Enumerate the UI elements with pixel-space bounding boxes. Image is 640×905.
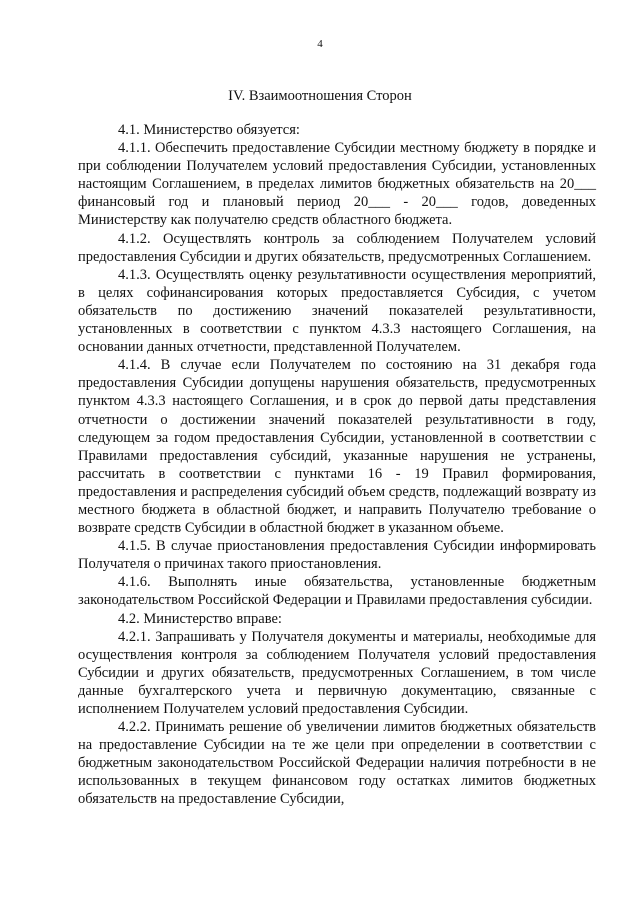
paragraph-4-2: 4.2. Министерство вправе: — [118, 610, 282, 627]
paragraph-4-2-2: 4.2.2. Принимать решение об увеличении лимитов бюджетных обязательств на предоставление Субсидии на те же цели при определении в соответствии с бюджетным законодательством Российской Федерации наличия потребности в не использованных в текущем финансовом году остатках лимитов бюджетных обязательств на предоставление Субсидии, — [78, 719, 596, 808]
paragraph-4-1-6: 4.1.6. Выполнять иные обязательства, установленные бюджетным законодательством Российской Федерации и Правилами предоставления субсидии. — [78, 574, 596, 609]
paragraph-4-1-3: 4.1.3. Осуществлять оценку результативности осуществления мероприятий, в целях софинансирования которых предоставляется Субсидия, с учетом обязательств по достижению значений показателей результативности, установленных в соответствии с пунктом 4.3.3 настоящего Соглашения, на основании данных отчетности, представленной Получателем. — [78, 266, 596, 356]
section-heading: IV. Взаимоотношения Сторон — [228, 88, 412, 104]
paragraph-4-1-2: 4.1.2. Осуществлять контроль за соблюдением Получателем условий предоставления Субсидии и других обязательств, предусмотренных Соглашением. — [78, 230, 596, 265]
document-body — [78, 121, 596, 809]
paragraph-4-1-4: 4.1.4. В случае если Получателем по состоянию на 31 декабря года предоставления Субсидии допущены нарушения обязательств, предусмотренных пунктом 4.3.3 настоящего Соглашения, и в срок до первой даты представления отчетности о достижении значений показателей результативности в году, следующем за годом предоставления Субсидии, установленной в соответствии с Правилами предоставления субсидий, указанные нарушения не устранены, рассчитать в соответствии с пунктами 16 - 19 Правил формирования, предоставления и распределения субсидий объем средств, подлежащий возврату из местного бюджета в областной бюджет, и направить Получателю требование о возврате средств Субсидии в областной бюджет в указанном объеме. — [78, 357, 596, 537]
paragraph-4-1-5: 4.1.5. В случае приостановления предоставления Субсидии информировать Получателя о причинах такого приостановления. — [78, 538, 596, 573]
paragraph-4-2-1: 4.2.1. Запрашивать у Получателя документы и материалы, необходимые для осуществления контроля за соблюдением Получателя условий предоставления Субсидии и других обязательств, предусмотренных Соглашением, в том числе данные бухгалтерского учета и первичную документацию, связанные с исполнением Получателем условий предоставления Субсидии. — [78, 628, 596, 717]
paragraph-4-1: 4.1. Министерство обязуется: — [118, 122, 300, 138]
page-number: 4 — [317, 38, 323, 50]
paragraph-4-1-1: 4.1.1. Обеспечить предоставление Субсидии местному бюджету в порядке и при соблюдении Получателем условий предоставления Субсидии, установленных настоящим Соглашением, в пределах лимитов бюджетных обязательств на 20___ финансовый год и плановый период 20___ - 20___ годов, доведенных Министерству как получателю средств областного бюджета. — [78, 140, 596, 229]
